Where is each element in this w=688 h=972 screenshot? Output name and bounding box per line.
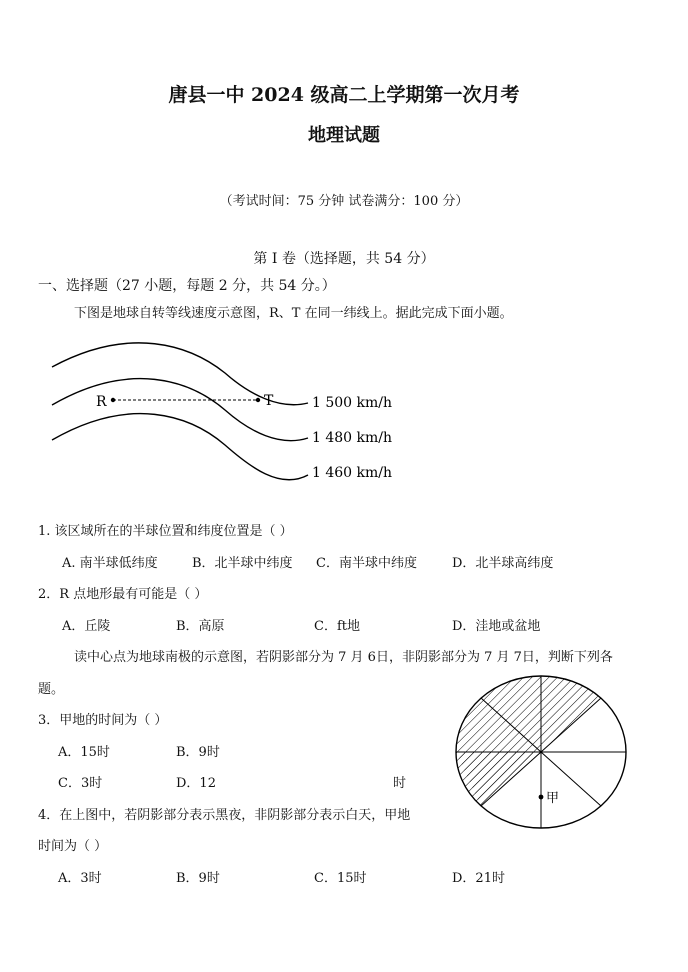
q3-option-d: D．12 [176,776,216,791]
q3-option-b: B．9时 [176,745,220,760]
q4-option-c: C．15时 [314,871,367,886]
label-1460: 1 460 km/h [312,465,393,481]
exam-subtitle: 地理试题 [308,125,380,146]
point-t-dot [256,398,260,402]
south-pole-figure [450,674,632,834]
volume-heading: 第 I 卷（选择题，共 54 分） [253,251,435,267]
point-t-label: T [264,393,274,409]
label-1500: 1 500 km/h [312,395,393,411]
q2-option-b: B．高原 [176,619,225,634]
q2-option-d: D．洼地或盆地 [452,619,541,634]
q2-option-a: A．丘陵 [62,619,111,634]
q4-stem-line2: 时间为（ ） [38,839,108,854]
q2-option-c: C．ft地 [314,619,360,634]
exam-title: 唐县一中 2024 级高二上学期第一次月考 [168,84,520,106]
part-heading: 一、选择题（27 小题，每题 2 分，共 54 分。） [38,278,336,294]
q3-stem: 3．甲地的时间为（ ） [38,713,168,728]
intro-text-2-line1: 读中心点为地球南极的示意图，若阴影部分为 7 月 6日，非阴影部分为 7 月 7日，判断下列各 [74,650,613,665]
q3-option-a: A．15时 [58,745,110,760]
intro-text-2-line2: 题。 [38,682,65,697]
label-1480: 1 480 km/h [312,430,393,446]
isoline-1460 [52,414,308,480]
point-jia-label: 甲 [546,791,560,806]
q4-stem-line1: 4．在上图中，若阴影部分表示黑夜，非阴影部分表示白天，甲地 [38,808,411,823]
q4-option-a: A．3时 [58,871,102,886]
point-r-label: R [96,394,107,410]
rotation-speed-figure [40,335,420,505]
shaded-region-left-b [456,752,541,806]
isoline-1480 [52,379,308,441]
q4-option-d: D．21时 [452,871,505,886]
q1-stem: 1. 该区域所在的半球位置和纬度位置是（ ） [38,524,293,539]
shaded-region [541,676,601,752]
q1-option-d: D．北半球高纬度 [452,556,554,571]
exam-info: （考试时间：75 分钟 试卷满分：100 分） [219,194,469,209]
q4-option-b: B．9时 [176,871,220,886]
q1-option-b: B．北半球中纬度 [192,556,293,571]
q1-option-c: C．南半球中纬度 [316,556,417,571]
q1-option-a: A. 南半球低纬度 [62,556,158,571]
q3-option-c: C．3时 [58,776,103,791]
q2-stem: 2．R 点地形最有可能是（ ） [38,587,208,602]
point-r-dot [111,398,115,402]
point-jia-dot [539,795,544,800]
q3-option-d-suffix: 时 [393,776,407,791]
intro-text-1: 下图是地球自转等线速度示意图，R、T 在同一纬线上。据此完成下面小题。 [74,306,513,321]
